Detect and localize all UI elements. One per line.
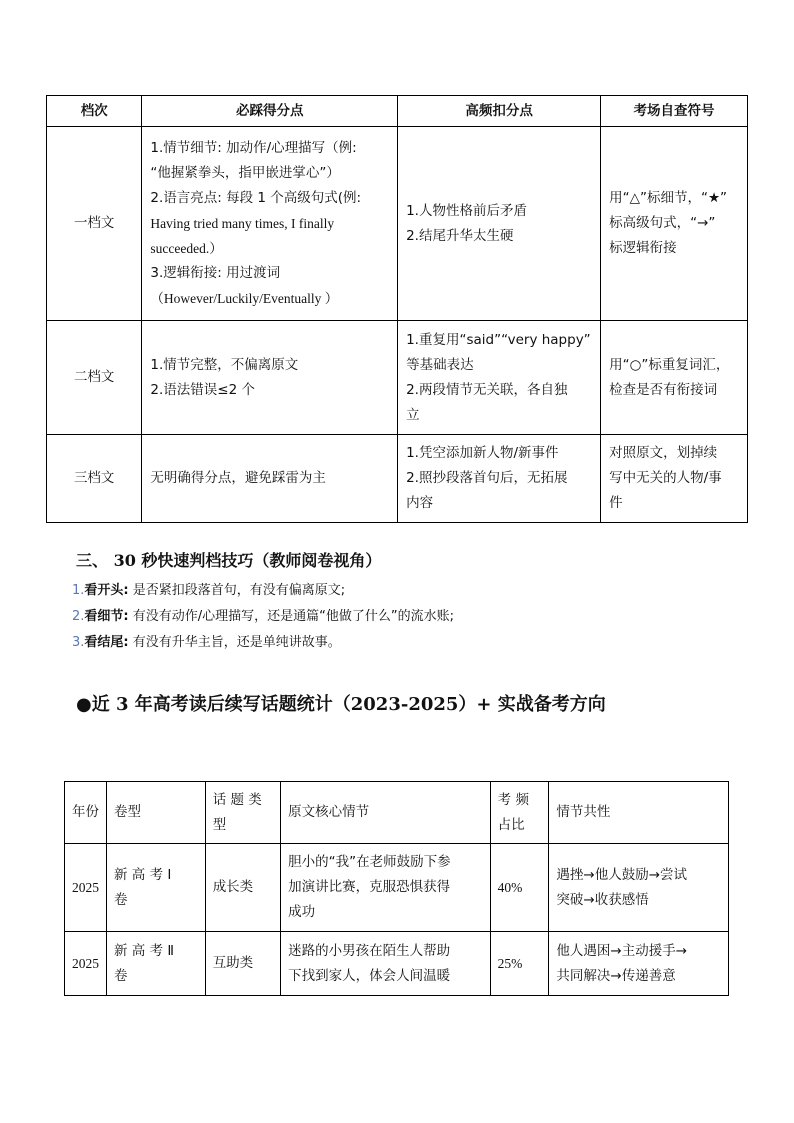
symbols-cell — [601, 321, 748, 435]
frequency-cell: 25% — [490, 932, 549, 996]
topic-cell: 成长类 — [205, 844, 280, 932]
paper-line: 新 高 考 Ⅱ — [114, 942, 175, 959]
deductions-line: 1.凭空添加新人物/新事件 — [406, 445, 559, 461]
deductions-line: 2.照抄段落首句后，无拓展 — [406, 470, 568, 486]
year-cell: 2025 — [65, 844, 107, 932]
header-deductions: 高频扣分点 — [398, 96, 601, 127]
deductions-line: 1.重复用“said”“very happy” — [406, 331, 591, 348]
level-cell: 一档文 — [47, 127, 142, 321]
table-row — [65, 844, 729, 932]
plot-cell — [281, 844, 491, 932]
points-line: Having tried many times, I finally — [150, 216, 335, 231]
header-year: 年份 — [65, 782, 107, 844]
paper-line: 卷 — [114, 891, 128, 908]
tip-text: 有没有动作/心理描写，还是通篇“他做了什么”的流水账; — [128, 609, 454, 624]
tip-number: 1. — [72, 583, 85, 598]
deductions-line: 立 — [406, 406, 420, 423]
symbols-line: 写中无关的人物/事 — [609, 470, 722, 486]
paper-cell — [107, 932, 206, 996]
level-cell: 三档文 — [47, 435, 142, 523]
table-header-row — [47, 96, 748, 127]
points-line: （However/Luckily/Eventually ） — [150, 291, 339, 306]
table-row — [47, 321, 748, 435]
points-cell — [142, 127, 398, 321]
year-cell: 2025 — [65, 932, 107, 996]
symbols-cell — [601, 127, 748, 321]
plot-cell — [281, 932, 491, 996]
grading-table — [46, 95, 748, 523]
symbols-line: 用“○”标重复词汇， — [609, 356, 730, 373]
topic-cell: 互助类 — [205, 932, 280, 996]
topic-statistics-table — [64, 781, 729, 996]
statistics-heading: ●近 3 年高考读后续写话题统计（2023-2025）+ 实战备考方向 — [76, 694, 606, 715]
points-line: 无明确得分点，避免踩雷为主 — [150, 470, 326, 486]
paper-cell — [107, 844, 206, 932]
tip-key: 看细节: — [84, 609, 129, 624]
common-cell — [549, 932, 729, 996]
plot-line: 胆小的“我”在老师鼓励下参 — [288, 854, 451, 870]
points-line: succeeded.） — [150, 241, 223, 256]
deductions-line: 等基础表达 — [406, 356, 474, 373]
common-line: 共同解决→传递善意 — [556, 967, 676, 984]
deductions-cell — [398, 127, 601, 321]
header-plot: 原文核心情节 — [281, 782, 491, 844]
symbols-line: 件 — [609, 495, 623, 511]
level-cell: 二档文 — [47, 321, 142, 435]
list-item — [72, 604, 454, 630]
common-line: 他人遇困→主动援手→ — [556, 942, 688, 959]
symbols-line: 检查是否有衔接词 — [609, 381, 718, 398]
symbols-line: 用“△”标细节，“★” — [609, 190, 728, 206]
deductions-line: 2.结尾升华太生硬 — [406, 227, 514, 244]
symbols-line: 标逻辑衔接 — [609, 240, 677, 256]
common-line: 突破→收获感悟 — [556, 891, 649, 908]
paper-line: 卷 — [114, 967, 128, 984]
header-symbols: 考场自查符号 — [601, 96, 748, 127]
header-frequency: 考 频 占比 — [490, 782, 549, 844]
table-row — [47, 435, 748, 523]
header-topic: 话 题 类 型 — [205, 782, 280, 844]
header-common: 情节共性 — [549, 782, 729, 844]
paper-line: 新 高 考 Ⅰ — [114, 866, 172, 883]
points-cell — [142, 321, 398, 435]
points-cell — [142, 435, 398, 523]
deductions-line: 1.人物性格前后矛盾 — [406, 202, 527, 219]
plot-line: 迷路的小男孩在陌生人帮助 — [288, 942, 451, 959]
list-item — [72, 630, 454, 656]
common-line: 遇挫→他人鼓励→尝试 — [556, 866, 688, 883]
tip-key: 看结尾: — [84, 635, 129, 650]
list-item — [72, 578, 454, 604]
symbols-line: 标高级句式，“→” — [609, 215, 716, 231]
deductions-cell — [398, 321, 601, 435]
section-title: 三、 30 秒快速判档技巧（教师阅卷视角） — [76, 551, 382, 570]
tip-text: 有没有升华主旨，还是单纯讲故事。 — [128, 635, 341, 650]
symbols-line: 对照原文，划掉续 — [609, 445, 718, 461]
points-line: 3.逻辑衔接: 用过渡词 — [150, 265, 281, 281]
tip-key: 看开头: — [84, 583, 129, 598]
plot-line: 成功 — [288, 904, 316, 920]
points-line: 2.语法错误≤2 个 — [150, 381, 255, 398]
frequency-cell: 40% — [490, 844, 549, 932]
points-line: 1.情节细节: 加动作/心理描写（例: — [150, 140, 357, 156]
common-cell — [549, 844, 729, 932]
header-paper: 卷型 — [107, 782, 206, 844]
table-header-row — [65, 782, 729, 844]
header-level: 档次 — [47, 96, 142, 127]
points-line: “他握紧拳头，指甲嵌进掌心”） — [150, 165, 340, 181]
points-line: 1.情节完整，不偏离原文 — [150, 356, 299, 373]
tip-number: 2. — [72, 609, 85, 624]
tips-list — [72, 578, 454, 656]
table-row — [47, 127, 748, 321]
table-row — [65, 932, 729, 996]
plot-line: 加演讲比赛，克服恐惧获得 — [288, 879, 451, 895]
tip-text: 是否紧扣段落首句，有没有偏离原文; — [128, 583, 346, 598]
plot-line: 下找到家人，体会人间温暖 — [288, 967, 451, 984]
deductions-line: 内容 — [406, 495, 434, 511]
points-line: 2.语言亮点: 每段 1 个高级句式(例: — [150, 190, 362, 206]
symbols-cell — [601, 435, 748, 523]
deductions-line: 2.两段情节无关联，各自独 — [406, 381, 568, 398]
tip-number: 3. — [72, 635, 85, 650]
deductions-cell — [398, 435, 601, 523]
header-points: 必踩得分点 — [142, 96, 398, 127]
